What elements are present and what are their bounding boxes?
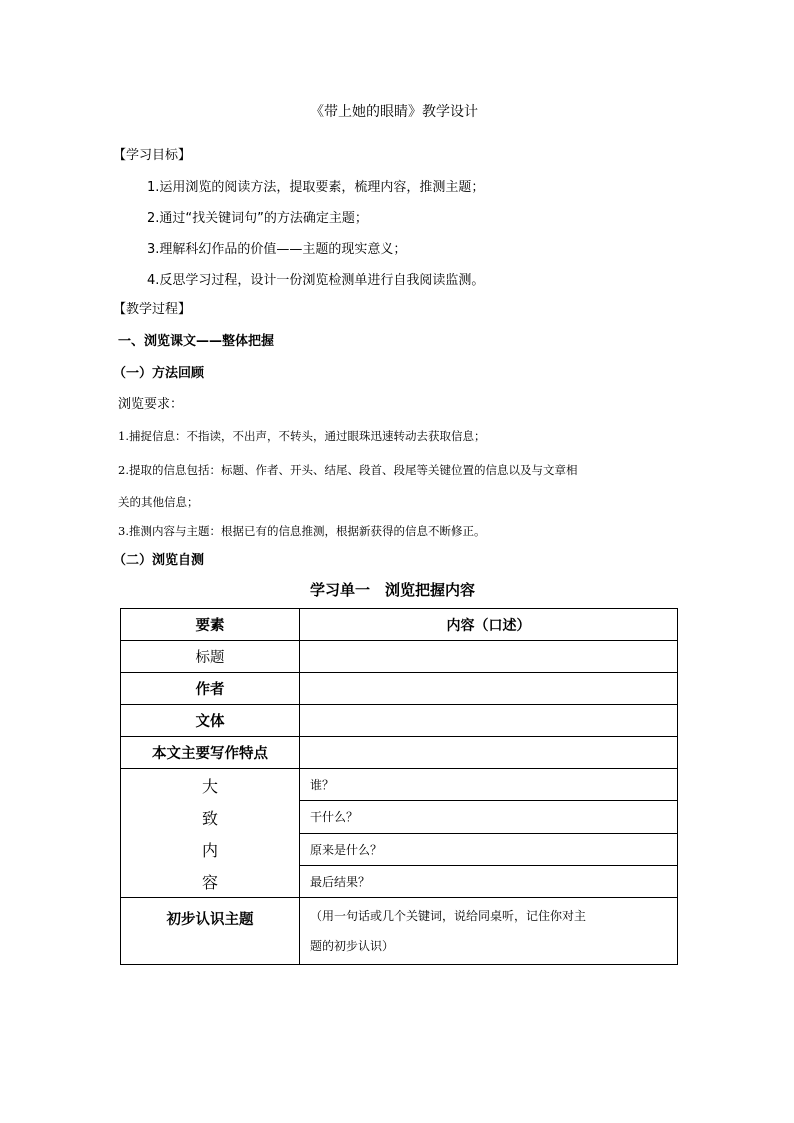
table-header-row (121, 609, 678, 641)
table-row (121, 705, 678, 737)
header-cell: 内容（口述） (300, 609, 678, 641)
row-label: 标题 (121, 641, 300, 673)
row-label: 初步认识主题 (121, 898, 300, 965)
prompt-cell[interactable]: 原来是什么？ (300, 833, 678, 865)
table-title: 学习单一 浏览把握内容 (310, 581, 476, 599)
goal-4: 4.反思学习过程，设计一份浏览检测单进行自我阅读监测。 (147, 273, 485, 288)
goal-2: 2.通过“找关键词句”的方法确定主题； (147, 211, 368, 226)
answer-cell[interactable] (300, 705, 678, 737)
requirement-2: 2.提取的信息包括：标题、作者、开头、结尾、段首、段尾等关键位置的信息以及与文章相 (118, 463, 578, 477)
table-row (121, 641, 678, 673)
group-label-char: 大 (201, 776, 218, 796)
answer-cell[interactable] (300, 673, 678, 705)
document-title: 《带上她的眼睛》教学设计 (310, 104, 478, 120)
section-heading: 一、浏览课文——整体把握 (118, 334, 275, 349)
subsection-heading-2: （二）浏览自测 (113, 553, 205, 568)
prompt-cell[interactable] (300, 898, 678, 965)
header-cell: 要素 (121, 609, 300, 641)
subsection-heading-1: （一）方法回顾 (113, 366, 205, 381)
group-label-char: 内 (201, 840, 218, 860)
study-sheet-table (120, 608, 678, 965)
group-label-char: 容 (201, 872, 218, 892)
prompt-cell[interactable]: 干什么？ (300, 801, 678, 833)
row-label: 本文主要写作特点 (121, 737, 300, 769)
prompt-line: 题的初步认识） (310, 939, 395, 953)
requirement-3: 3.推测内容与主题：根据已有的信息推测，根据新获得的信息不断修正。 (118, 524, 486, 538)
requirement-1: 1.捕捉信息：不指读，不出声，不转头，通过眼珠迅速转动去获取信息； (118, 429, 486, 443)
prompt-line: （用一句话或几个关键词，说给同桌听，记住你对主 (310, 909, 587, 923)
requirement-2-cont: 关的其他信息； (118, 495, 199, 509)
group-label-char: 致 (201, 808, 218, 828)
row-label: 文体 (121, 705, 300, 737)
answer-cell[interactable] (300, 641, 678, 673)
table-row (121, 737, 678, 769)
goal-1: 1.运用浏览的阅读方法，提取要素，梳理内容，推测主题； (147, 180, 485, 195)
table-row (121, 898, 678, 965)
prompt-cell[interactable]: 最后结果？ (300, 865, 678, 897)
goal-3: 3.理解科幻作品的价值——主题的现实意义； (147, 242, 407, 257)
row-label: 作者 (121, 673, 300, 705)
goals-heading: 【学习目标】 (113, 148, 192, 163)
table-row (121, 769, 678, 801)
prompt-cell[interactable]: 谁？ (300, 769, 678, 801)
process-heading: 【教学过程】 (113, 302, 192, 317)
group-label-cell (121, 769, 300, 898)
answer-cell[interactable] (300, 737, 678, 769)
requirements-label: 浏览要求： (118, 397, 184, 412)
table-row (121, 673, 678, 705)
